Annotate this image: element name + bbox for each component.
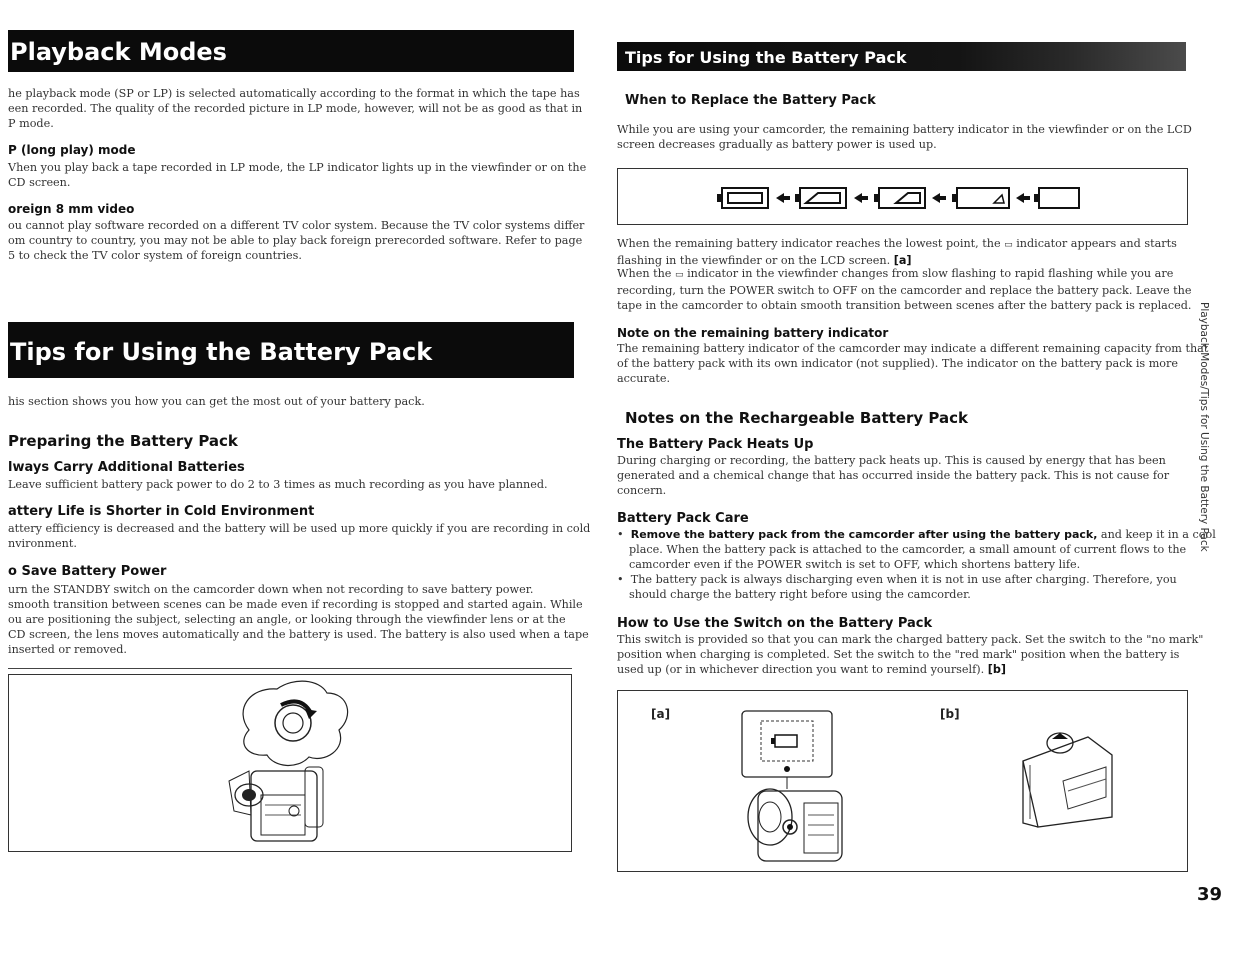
- preparing-heading: Preparing the Battery Pack: [8, 432, 238, 450]
- always-carry-text: Leave sufficient battery pack power to do 2 to 3 times as much recording as you have planned.: [8, 478, 548, 491]
- camcorder-lens-illustration: [9, 675, 573, 853]
- switch-text: This switch is provided so that you can mark the charged battery pack. Set the switch to the "no mark" position when charging is completed. Set the switch to the "red mark" position when the battery is used up (or in whichever direction you want to remind yourself). [b]: [617, 633, 1204, 676]
- camcorder-viewfinder-and-battery-illustration: [618, 691, 1189, 873]
- section-sidebar: Playback Modes/Tips for Using the Battery Pack: [1198, 302, 1210, 552]
- empty-battery-icon: ▭: [1004, 240, 1013, 250]
- switch-heading: How to Use the Switch on the Battery Pack: [617, 616, 933, 631]
- cold-environment-text: attery efficiency is decreased and the battery will be used up more quickly if you are recording in cold nvironment.: [8, 522, 591, 550]
- playback-intro: he playback mode (SP or LP) is selected automatically according to the format in which the tape has een recorded. The quality of the recorded picture in LP mode, however, will not be as good as that in P mode.: [8, 87, 583, 130]
- heats-up-text: During charging or recording, the battery pack heats up. This is caused by energy that has been generated and a chemical change that has occurred inside the battery pack. This is not cause for concern.: [617, 454, 1170, 497]
- flash-text: When the ▭ indicator in the viewfinder changes from slow flashing to rapid flashing while you are recording, turn the POWER switch to OFF on the camcorder and replace the battery pack. Leave the tape in the camcorder to obtain smooth transition between scenes after the battery pack is replaced.: [617, 267, 1192, 312]
- figure-label-a: [a]: [651, 707, 671, 721]
- page-number: 39: [1197, 884, 1223, 905]
- lp-mode-heading: P (long play) mode: [8, 143, 136, 157]
- battery-figures-box: [617, 690, 1188, 872]
- battery-indicator-figure: [617, 168, 1188, 225]
- figure-top-rule: [8, 668, 572, 669]
- note-indicator-text: The remaining battery indicator of the camcorder may indicate a different remaining capacity from that of the battery pack with its own indicator (not supplied). The indicator on the battery pack is more accurate.: [617, 342, 1209, 385]
- note-indicator-heading: Note on the remaining battery indicator: [617, 326, 889, 340]
- figure-label-b: [b]: [940, 707, 960, 721]
- replace-text: While you are using your camcorder, the remaining battery indicator in the viewfinder or on the LCD screen decreases gradually as battery power is used up.: [617, 123, 1192, 151]
- empty-battery-icon: ▭: [674, 270, 684, 280]
- care-bullet-2: • The battery pack is always discharging even when it is not in use after charging. Therefore, you should charge the battery right before using the camcorder.: [617, 573, 1177, 601]
- section-intro: his section shows you how you can get the most out of your battery pack.: [8, 395, 425, 408]
- save-power-heading: o Save Battery Power: [8, 564, 167, 579]
- camcorder-figure-box: [8, 674, 572, 852]
- foreign-video-text: ou cannot play software recorded on a different TV color system. Because the TV color systems differ om country to country, you may not be able to play back foreign prerecorded software. Refer to page 5 to check the TV color system of foreign countries.: [8, 219, 585, 262]
- replace-heading: When to Replace the Battery Pack: [625, 93, 876, 108]
- rechargeable-notes-heading: Notes on the Rechargeable Battery Pack: [625, 409, 968, 427]
- playback-modes-banner: Playback Modes: [8, 30, 574, 72]
- foreign-video-heading: oreign 8 mm video: [8, 202, 135, 216]
- care-bullet-1: • Remove the battery pack from the camcorder after using the battery pack, and keep it in a cool place. When the battery pack is attached to the camcorder, a small amount of current flows to the camcorder even if the POWER switch is set to OFF, which shortens battery life.: [617, 528, 1216, 571]
- save-power-text: urn the STANDBY switch on the camcorder down when not recording to save battery power. smooth transition between scenes can be made even if recording is stopped and started again. While ou are positioning the subject, selecting an angle, or looking through the viewfinder lens or at the CD screen, the lens moves automatically and the battery is used. The battery is also used when a tape inserted or removed.: [8, 583, 589, 656]
- lowest-point-text: When the remaining battery indicator reaches the lowest point, the ▭ indicator appears and starts flashing in the viewfinder or on the LCD screen. [a]: [617, 237, 1177, 267]
- battery-tips-banner-large: Tips for Using the Battery Pack: [8, 322, 574, 378]
- always-carry-heading: lways Carry Additional Batteries: [8, 460, 245, 475]
- cold-environment-heading: attery Life is Shorter in Cold Environment: [8, 504, 315, 519]
- battery-tips-banner: Tips for Using the Battery Pack: [617, 42, 1186, 71]
- care-heading: Battery Pack Care: [617, 511, 749, 526]
- heats-up-heading: The Battery Pack Heats Up: [617, 437, 814, 452]
- lp-mode-text: Vhen you play back a tape recorded in LP mode, the LP indicator lights up in the viewfinder or on the CD screen.: [8, 161, 587, 189]
- battery-level-sequence: [618, 169, 1189, 226]
